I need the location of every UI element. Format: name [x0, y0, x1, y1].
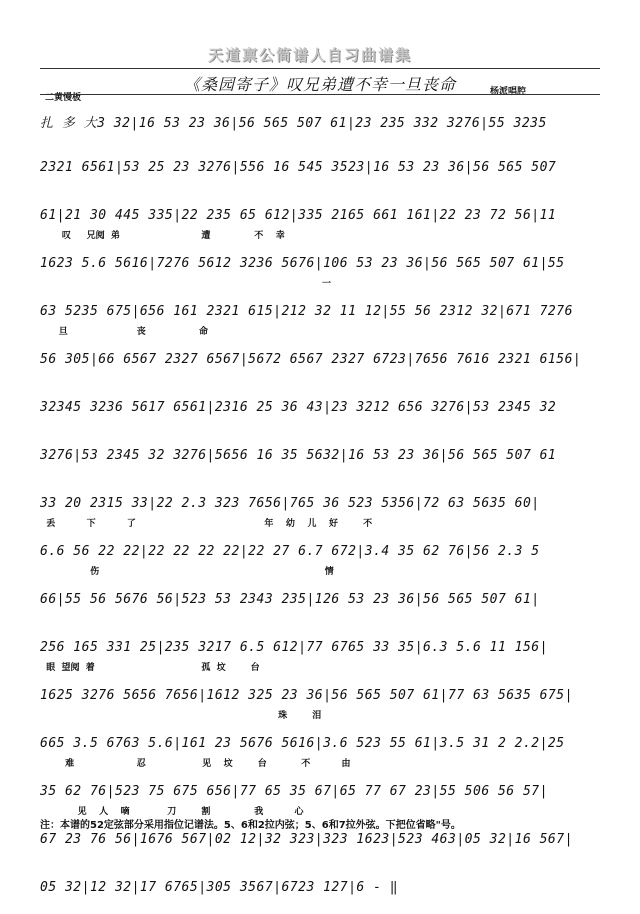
score-line	[40, 146, 600, 194]
lyrics: 旦 丧 命	[40, 327, 208, 337]
notation: 6.6 56 22 22|22 22 22 22|22 27 6.7 672|3.4 35 62 76|56 2.3 5	[40, 544, 600, 559]
score-line	[40, 722, 600, 770]
notation: 66|55 56 5676 56|523 53 2343 235|126 53 23 36|56 565 507 61|	[40, 592, 600, 607]
notation: 67 23 76 56|1676 567|02 12|32 323|323 1623|523 463|05 32|16 567|	[40, 832, 600, 847]
notation: 33 20 2315 33|22 2.3 323 7656|765 36 523 5356|72 63 5635 60|	[40, 496, 600, 511]
score-line	[40, 770, 600, 818]
notation: 35 62 76|523 75 675 656|77 65 35 67|65 77 67 23|55 506 56 57|	[40, 784, 600, 799]
singer-label: 杨派唱腔	[490, 87, 527, 97]
lyrics: 难 忍 见 坟 台 不 由	[40, 759, 351, 769]
piece-title: 《桑园寄子》叹兄弟遭不幸一旦丧命	[183, 75, 456, 94]
collection-banner: 天道禀公简谱人自习曲谱集	[207, 46, 412, 64]
notation: 3276|53 2345 32 3276|5656 16 35 5632|16 53 23 36|56 565 507 61	[40, 448, 600, 463]
title-rule	[40, 94, 600, 95]
score-body	[40, 98, 600, 914]
footnote: 注：本谱的52定弦部分采用指位记谱法。5、6和2拉内弦；5、6和7拉外弦。下把位省略"号。	[40, 820, 461, 831]
notation: 56 305|66 6567 2327 6567|5672 6567 2327 6723|7656 7616 2321 6156|	[40, 352, 600, 367]
notation: 1623 5.6 5616|7276 5612 3236 5676|106 53 23 36|56 565 507 61|55	[40, 256, 600, 271]
lyrics: 一	[40, 279, 331, 289]
notation: 63 5235 675|656 161 2321 615|212 32 11 12|55 56 2312 32|671 7276	[40, 304, 600, 319]
notation: 扎 多 大3 32|16 53 23 36|56 565 507 61|23 235 332 3276|55 3235	[40, 112, 600, 131]
lyrics: 眼 望阋 着 孤 坟 台	[40, 663, 260, 673]
score-line	[40, 434, 600, 482]
notation: 2321 6561|53 25 23 3276|556 16 545 3523|16 53 23 36|56 565 507	[40, 160, 600, 175]
score-line	[40, 194, 600, 242]
lyrics: 伤 情	[40, 567, 334, 577]
mode-label: 二黄慢板	[45, 93, 82, 103]
notation: 61|21 30 445 335|22 235 65 612|335 2165 661 161|22 23 72 56|11	[40, 208, 600, 223]
top-rule	[40, 68, 600, 69]
lyrics: 叹 兄阋 弟 遭 不 幸	[40, 231, 285, 241]
score-line	[40, 482, 600, 530]
score-line	[40, 338, 600, 386]
score-line	[40, 674, 600, 722]
score-line	[40, 578, 600, 626]
score-line	[40, 98, 600, 146]
lyrics: 丢 下 了 年 幼 儿 好 不	[40, 519, 373, 529]
notation: 256 165 331 25|235 3217 6.5 612|77 6765 33 35|6.3 5.6 11 156|	[40, 640, 600, 655]
notation: 665 3.5 6763 5.6|161 23 5676 5616|3.6 523 55 61|3.5 31 2 2.2|25	[40, 736, 600, 751]
score-line	[40, 290, 600, 338]
score-line	[40, 866, 600, 914]
score-line	[40, 626, 600, 674]
notation: 05 32|12 32|17 6765|305 3567|6723 127|6 - ‖	[40, 880, 600, 895]
score-line	[40, 530, 600, 578]
score-line	[40, 242, 600, 290]
score-line	[40, 386, 600, 434]
notation: 32345 3236 5617 6561|2316 25 36 43|23 3212 656 3276|53 2345 32	[40, 400, 600, 415]
lyrics: 珠 泪	[40, 711, 322, 721]
notation: 1625 3276 5656 7656|1612 325 23 36|56 565 507 61|77 63 5635 675|	[40, 688, 600, 703]
lyrics: 见 人 嘀 刀 割 我 心	[40, 807, 304, 817]
